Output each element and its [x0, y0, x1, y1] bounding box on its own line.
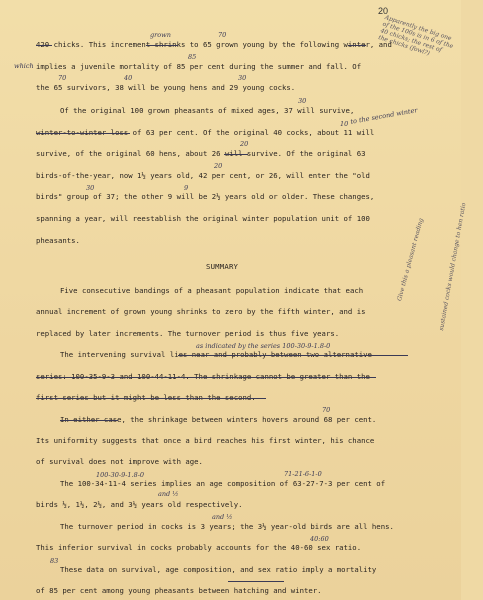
handwritten-note: 30	[298, 97, 307, 105]
summary-line: Its uniformity suggests that once a bird reaches his first winter, his chance	[36, 436, 375, 445]
summary-line: of survival does not improve with age.	[36, 457, 203, 466]
summary-line: The intervening survival lies near and probably between two alternative	[60, 350, 372, 359]
handwritten-note: 30	[238, 74, 247, 82]
page-number: 20	[378, 6, 389, 16]
summary-line: replaced by later increments. The turnover period is thus five years.	[36, 329, 340, 338]
handwritten-note: 40	[124, 74, 133, 82]
body-line: spanning a year, will reestablish the original winter population unit of 100	[36, 214, 370, 223]
handwritten-note: and ½	[212, 513, 233, 521]
handwritten-note: 100-30-9-1.8-0	[96, 471, 145, 479]
strike-mark	[60, 420, 118, 421]
handwritten-note: and ½	[158, 490, 179, 498]
summary-line: annual increment of grown young shrinks to zero by the fifth winter, and is	[36, 307, 366, 316]
margin-note-side-a: Give this a pleasant reading	[396, 217, 425, 302]
handwritten-note: 71-21-6-1-0	[284, 470, 322, 478]
body-line: birds-of-the-year, now 1½ years old, 42 per cent, or 26, will enter the "old	[36, 171, 370, 180]
body-line: the 65 survivors, 38 will be young hens and 29 young cocks.	[36, 83, 296, 92]
strike-mark	[36, 45, 52, 46]
margin-note-top-right: Apparently the big one of the 100s is in 6 of the 40 chicks; the rest of the chicks (fowl?)	[377, 14, 455, 58]
handwritten-note: which	[14, 62, 34, 70]
body-line: pheasants.	[36, 236, 80, 245]
handwritten-note: 70	[58, 74, 67, 82]
handwritten-note: 70	[218, 31, 227, 39]
handwritten-note: to the second winter	[349, 106, 419, 126]
summary-line: series: 100-35-9-3 and 100-44-11-4. The shrinkage cannot be greater than the	[36, 372, 370, 381]
strike-mark	[348, 45, 366, 46]
handwritten-note: 40:60	[310, 535, 329, 543]
strike-mark	[36, 398, 266, 399]
handwritten-note: grown	[150, 31, 171, 39]
handwritten-note: 85	[188, 53, 197, 61]
strike-mark	[146, 45, 178, 46]
summary-line: The turnover period in cocks is 3 years; the 3½ year-old birds are all hens.	[60, 522, 394, 531]
summary-line: first series but it might be less than the second.	[36, 393, 256, 402]
handwritten-note: 70	[322, 406, 331, 414]
handwritten-note: 10	[340, 120, 349, 128]
handwritten-note: 20	[240, 140, 249, 148]
strike-mark	[224, 154, 248, 155]
strike-mark	[36, 133, 130, 134]
strike-mark	[228, 581, 284, 582]
summary-line: These data on survival, age composition, and sex ratio imply a mortality	[60, 565, 377, 574]
body-line: implies a juvenile mortality of 85 per cent during the summer and fall. Of	[36, 62, 362, 71]
strike-mark	[36, 377, 376, 378]
summary-line: The 100-34-11-4 series implies an age composition of 63-27-7-3 per cent of	[60, 479, 386, 488]
body-line: survive, of the original 60 hens, about 26 will survive. Of the original 63	[36, 149, 366, 158]
section-heading: SUMMARY	[206, 262, 239, 271]
summary-line: In either case, the shrinkage between winters hovers around 68 per cent.	[60, 415, 377, 424]
handwritten-note: 30	[86, 184, 95, 192]
body-line: birds" group of 37; the other 9 will be 2½ years old or older. These changes,	[36, 192, 375, 201]
summary-line: birds ½, 1½, 2½, and 3½ years old respectively.	[36, 500, 243, 509]
summary-line: Five consecutive bandings of a pheasant population indicate that each	[60, 286, 364, 295]
handwritten-note: 20	[214, 162, 223, 170]
body-line: Of the original 100 grown pheasants of mixed ages, 37 will survive,	[60, 106, 355, 115]
summary-line: This inferior survival in cocks probably accounts for the 40-60 sex ratio.	[36, 543, 362, 552]
summary-line: of 85 per cent among young pheasants between hatching and winter.	[36, 586, 322, 595]
body-line: winter-to-winter loss of 63 per cent. Of the original 40 cocks, about 11 will	[36, 128, 375, 137]
handwritten-note: 83	[50, 557, 59, 565]
margin-note-side-b: sustained cocks would change to hen ratio	[438, 202, 468, 332]
handwritten-note: 9	[184, 184, 189, 192]
strike-mark	[178, 355, 408, 356]
handwritten-note: as indicated by the series 100-30-9-1.8-0	[196, 342, 331, 350]
body-line: 420 chicks. This increment shrinks to 65 grown young by the following winter, and	[36, 40, 392, 49]
